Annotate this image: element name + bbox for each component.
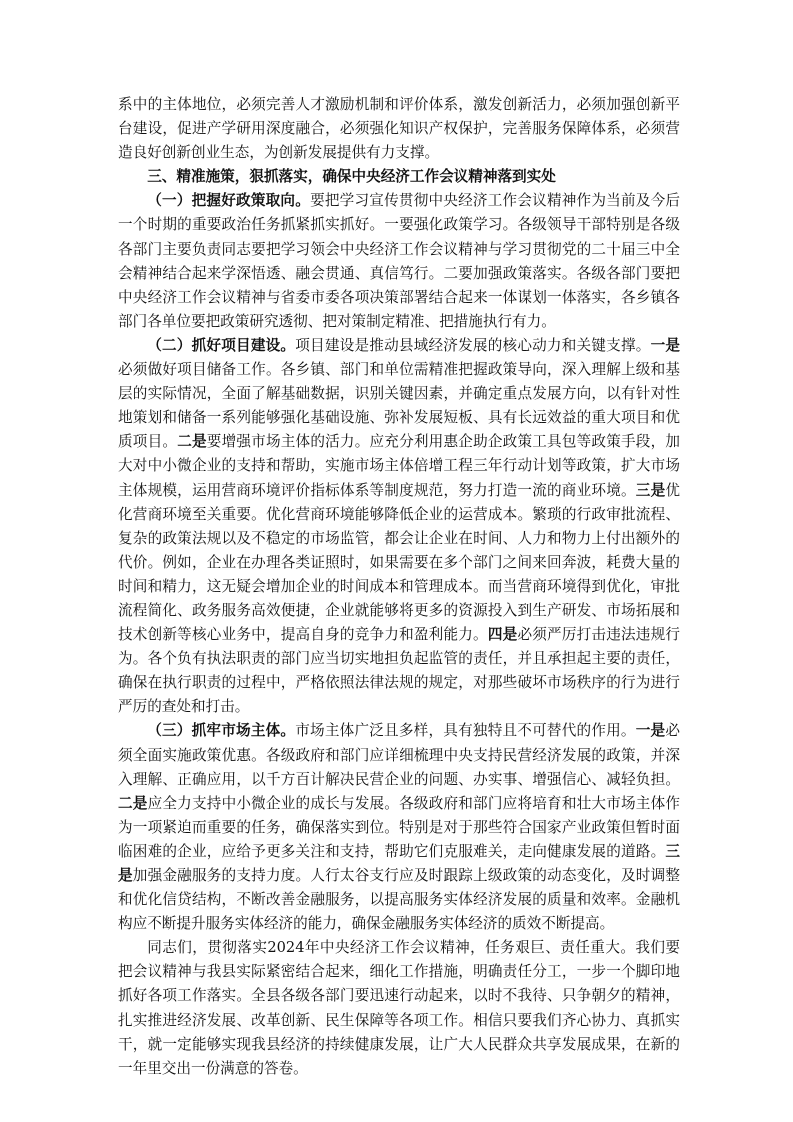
point-marker-two: 二是: [118, 794, 148, 812]
paragraph-text: 必须做好项目储备工作。各乡镇、部门和单位需精准把握政策导向，深入理解上级和基层的实际情况，全面了解基础数据，识别关键因素，并确定重点发展方向，以有针对性地策划和储备一系列能够强化基础设施、弥补发展短板、具有长远效益的重大项目和优质项目。: [118, 361, 680, 451]
point-marker-four: 四是: [487, 626, 518, 644]
point-marker-three: 三是: [118, 842, 680, 884]
point-marker-one: 一是: [635, 722, 666, 740]
paragraph-text: 项目建设是推动县域经济发展的核心动力和关键支撑。: [295, 336, 651, 354]
paragraph-text: 必须全面实施政策优惠。各级政府和部门应详细梳理中央支持民营经济发展的政策，并深入理解、正确应用，以千方百计解决民营企业的问题、办实事、增强信心、减轻负担。: [118, 722, 680, 788]
paragraph-text: 加强金融服务的支持力度。人行太谷支行应及时跟踪上级政策的动态变化，及时调整和优化信贷结构，不断改善金融服务，以提高服务实体经济发展的质量和效率。金融机构应不断提升服务实体经济的能力，确保金融服务实体经济的质效不断提高。: [118, 867, 680, 933]
paragraph-text: 要把学习宣传贯彻中央经济工作会议精神作为当前及今后一个时期的重要政治任务抓紧抓实抓好。一要强化政策学习。各级领导干部特别是各级各部门主要负责同志要把学习领会中央经济工作会议精神与学习贯彻党的二十届三中全会精神结合起来学深悟透、融会贯通、真信笃行。二要加强政策落实。各级各部门要把中央经济工作会议精神与省委市委各项决策部署结合起来一体谋划一体落实，各乡镇各部门各单位要把政策研究透彻、把对策制定精准、把措施执行有力。: [118, 192, 680, 330]
paragraph-closing: 同志们，贯彻落实2024年中央经济工作会议精神，任务艰巨、责任重大。我们要把会议精神与我县实际紧密结合起来，细化工作措施，明确责任分工，一步一个脚印地抓好各项工作落实。全县各级各部门要迅速行动起来，以时不我待、只争朝夕的精神，扎实推进经济发展、改革创新、民生保障等各项工作。相信只要我们齐心协力、真抓实干，就一定能够实现我县经济的持续健康发展，让广大人民群众共享发展成果，在新的一年里交出一份满意的答卷。: [118, 939, 680, 1077]
point-marker-one: 一是: [650, 336, 680, 354]
point-marker-two: 二是: [177, 433, 207, 451]
paragraph-text: 市场主体广泛且多样，具有独特且不可替代的作用。: [295, 722, 636, 740]
paragraph-text: 必须严厉打击违法违规行为。各个负有执法职责的部门应当切实地担负起监管的责任，并且承担起主要的责任，确保在执行职责的过程中，严格依照法律法规的规定，对那些破坏市场秩序的行为进行严厉的查处和打击。: [118, 626, 680, 716]
paragraph-text: 要增强市场主体的活力。应充分利用惠企助企政策工具包等政策手段，加大对中小微企业的支持和帮助，实施市场主体倍增工程三年行动计划等政策，扩大市场主体规模，运用营商环境评价指标体系等制度规范，努力打造一流的商业环境。: [118, 433, 680, 499]
paragraph-text: 应全力支持中小微企业的成长与发展。各级政府和部门应将培育和壮大市场主体作为一项紧迫而重要的任务，确保落实到位。特别是对于那些符合国家产业政策但暂时面临困难的企业，应给予更多关注和支持，帮助它们克服难关，走向健康发展的道路。: [118, 794, 680, 860]
subheading-market-entities: （三）抓牢市场主体。: [147, 722, 296, 740]
document-page: [118, 93, 680, 1081]
paragraph-intro-continuation: 系中的主体地位，必须完善人才激励机制和评价体系，激发创新活力，必须加强创新平台建设，促进产学研用深度融合，必须强化知识产权保护，完善服务保障体系，必须营造良好创新创业生态，为创新发展提供有力支撑。: [118, 96, 680, 162]
subheading-policy-orientation: （一）把握好政策取向。: [147, 192, 311, 210]
section-heading-three: 三、精准施策，狠抓落实，确保中央经济工作会议精神落到实处: [147, 168, 556, 186]
subheading-project-construction: （二）抓好项目建设。: [147, 336, 296, 354]
point-marker-three: 三是: [635, 481, 666, 499]
paragraph-policy-orientation: [118, 189, 680, 334]
paragraph-project-construction: [118, 334, 680, 720]
paragraph-market-entities: [118, 719, 680, 936]
paragraph-text: 优化营商环境至关重要。优化营商环境能够降低企业的运营成本。繁琐的行政审批流程、复杂的政策法规以及不稳定的市场监管，都会让企业在时间、人力和物力上付出额外的代价。例如，企业在办理各类证照时，如果需要在多个部门之间来回奔波，耗费大量的时间和精力，这无疑会增加企业的时间成本和管理成本。而当营商环境得到优化，审批流程简化、政务服务高效便捷，企业就能够将更多的资源投入到生产研发、市场拓展和技术创新等核心业务中，提高自身的竞争力和盈利能力。: [118, 481, 680, 644]
